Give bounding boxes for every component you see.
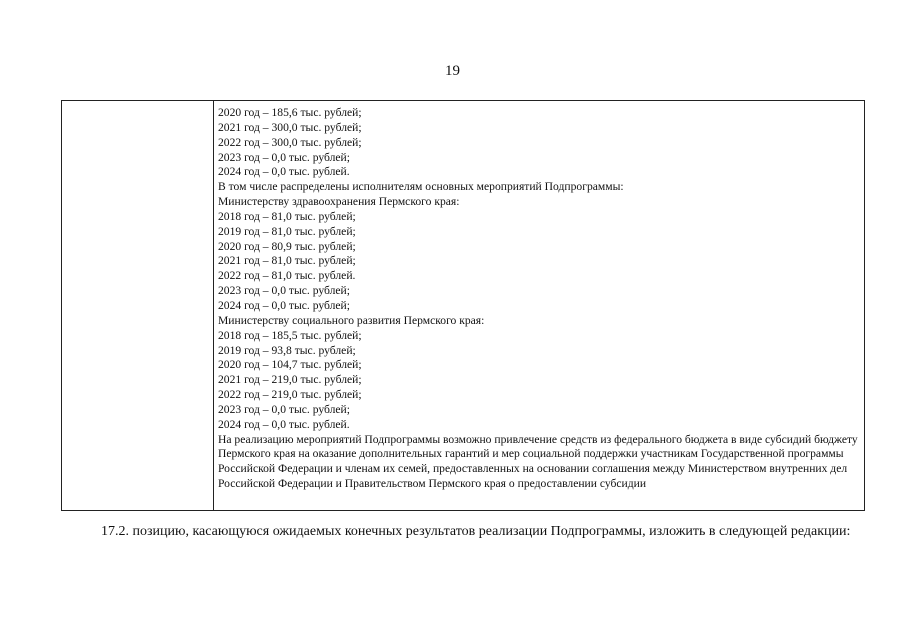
table-line: 2021 год – 219,0 тыс. рублей; bbox=[218, 373, 362, 387]
section-17-2-text: 17.2. позицию, касающуюся ожидаемых конечных результатов реализации Подпрограммы, изложить в следующей редакции: bbox=[101, 524, 851, 539]
table-line: 2022 год – 300,0 тыс. рублей; bbox=[218, 135, 362, 149]
page-number: 19 bbox=[445, 63, 460, 79]
table-line: 2021 год – 300,0 тыс. рублей; bbox=[218, 120, 362, 134]
funding-table bbox=[61, 100, 865, 511]
table-line: 2019 год – 93,8 тыс. рублей; bbox=[218, 343, 356, 357]
federal-funding-paragraph: На реализацию мероприятий Подпрограммы возможно привлечение средств из федерального бюджета в виде субсидий бюджету Пермского края на оказание дополнительных гарантий и мер социальной поддержки участникам Государственной программы Российской Федерации и членам их семей, предоставленных на основании соглашения между Министерством внутренних дел Российской Федерации и Правительством Пермского края о предоставлении субсидии bbox=[218, 432, 858, 491]
table-line: 2020 год – 80,9 тыс. рублей; bbox=[218, 239, 356, 253]
table-line: Министерству социального развития Пермского края: bbox=[218, 313, 485, 327]
table-line: 2018 год – 185,5 тыс. рублей; bbox=[218, 328, 362, 342]
table-line: 2024 год – 0,0 тыс. рублей; bbox=[218, 298, 350, 312]
table-left-cell bbox=[62, 101, 213, 510]
table-line: 2018 год – 81,0 тыс. рублей; bbox=[218, 209, 356, 223]
table-line: Министерству здравоохранения Пермского края: bbox=[218, 195, 460, 209]
column-divider bbox=[213, 101, 214, 510]
table-line: 2023 год – 0,0 тыс. рублей; bbox=[218, 402, 350, 416]
table-line: 2019 год – 81,0 тыс. рублей; bbox=[218, 224, 356, 238]
table-line: 2023 год – 0,0 тыс. рублей; bbox=[218, 284, 350, 298]
table-line: В том числе распределены исполнителям основных мероприятий Подпрограммы: bbox=[218, 180, 624, 194]
table-line: 2024 год – 0,0 тыс. рублей. bbox=[218, 165, 350, 179]
section-17-2-paragraph bbox=[61, 521, 861, 542]
table-right-cell bbox=[218, 106, 861, 492]
table-line: 2020 год – 104,7 тыс. рублей; bbox=[218, 358, 362, 372]
table-line: 2022 год – 219,0 тыс. рублей; bbox=[218, 388, 362, 402]
table-line: 2021 год – 81,0 тыс. рублей; bbox=[218, 254, 356, 268]
table-line: 2020 год – 185,6 тыс. рублей; bbox=[218, 106, 362, 119]
table-line: 2024 год – 0,0 тыс. рублей. bbox=[218, 417, 350, 431]
table-line: 2023 год – 0,0 тыс. рублей; bbox=[218, 150, 350, 164]
table-line: 2022 год – 81,0 тыс. рублей. bbox=[218, 269, 356, 283]
